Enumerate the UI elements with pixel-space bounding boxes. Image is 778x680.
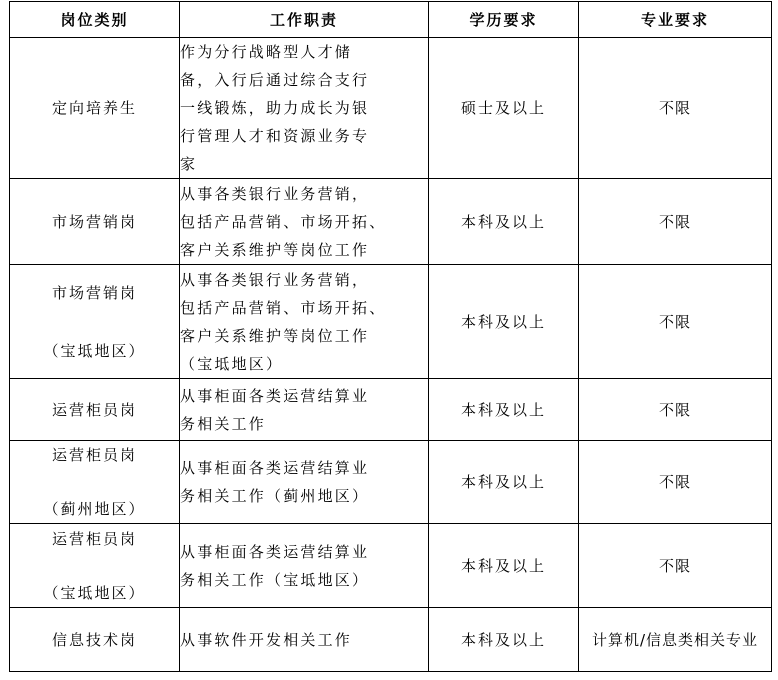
table-row — [10, 38, 772, 179]
duties-line: 从事柜面各类运营结算业 — [180, 459, 370, 477]
category-cell — [10, 441, 180, 524]
major-cell: 计算机/信息类相关专业 — [579, 608, 772, 672]
major-cell: 不限 — [579, 524, 772, 608]
header-duties: 工作职责 — [180, 2, 429, 38]
table-row — [10, 265, 772, 379]
recruitment-table — [9, 1, 772, 672]
education-cell: 本科及以上 — [429, 379, 579, 441]
table-header-row — [10, 2, 772, 38]
category-cell — [10, 38, 180, 179]
major-cell: 不限 — [579, 179, 772, 265]
duties-line: 务相关工作（宝坻地区） — [180, 570, 370, 589]
table-row — [10, 379, 772, 441]
category-region: （宝坻地区） — [43, 583, 146, 602]
duties-line: 客户关系维护等岗位工作 — [180, 326, 370, 345]
header-education: 学历要求 — [429, 2, 579, 38]
category-region: （宝坻地区） — [43, 341, 146, 360]
category-text: 运营柜员岗 — [51, 529, 137, 548]
table-row — [10, 441, 772, 524]
category-text: 市场营销岗 — [51, 283, 137, 302]
category-text: 运营柜员岗 — [51, 446, 137, 464]
category-cell — [10, 608, 180, 672]
duties-line: 包括产品营销、市场开拓、 — [180, 298, 387, 317]
duties-cell — [180, 265, 429, 379]
category-cell — [10, 265, 180, 379]
category-cell — [10, 179, 180, 265]
category-stack — [10, 525, 179, 607]
duties-line: （宝坻地区） — [180, 354, 284, 373]
duties-line: 从事柜面各类运营结算业 — [180, 386, 370, 405]
category-cell — [10, 379, 180, 441]
duties-cell — [180, 379, 429, 441]
education-cell: 本科及以上 — [429, 524, 579, 608]
duties-line: 务相关工作（蓟州地区） — [180, 487, 370, 505]
duties-line: 行管理人才和资源业务专 — [180, 127, 370, 145]
table-row — [10, 524, 772, 608]
duties-cell — [180, 179, 429, 265]
duties-cell — [180, 608, 429, 672]
education-cell: 本科及以上 — [429, 608, 579, 672]
duties-cell — [180, 38, 429, 179]
category-text: 定向培养生 — [51, 99, 137, 117]
duties-line: 作为分行战略型人才储 — [180, 43, 353, 61]
duties-line: 从事各类银行业务营销， — [180, 270, 370, 289]
education-cell: 硕士及以上 — [429, 38, 579, 179]
duties-line: 备，入行后通过综合支行 — [180, 71, 370, 89]
category-stack — [10, 441, 179, 523]
education-cell: 本科及以上 — [429, 265, 579, 379]
duties-line: 从事软件开发相关工作 — [180, 630, 353, 649]
duties-line: 家 — [180, 155, 198, 173]
duties-line: 一线锻炼，助力成长为银 — [180, 99, 370, 117]
category-text: 运营柜员岗 — [51, 400, 137, 419]
education-cell: 本科及以上 — [429, 441, 579, 524]
table-row — [10, 179, 772, 265]
header-category: 岗位类别 — [10, 2, 180, 38]
category-cell — [10, 524, 180, 608]
category-region: （蓟州地区） — [43, 500, 146, 518]
duties-cell — [180, 441, 429, 524]
major-cell: 不限 — [579, 38, 772, 179]
duties-cell — [180, 524, 429, 608]
major-cell: 不限 — [579, 265, 772, 379]
duties-line: 从事各类银行业务营销， — [180, 184, 370, 203]
education-cell: 本科及以上 — [429, 179, 579, 265]
duties-line: 务相关工作 — [180, 414, 267, 433]
category-text: 市场营销岗 — [51, 212, 137, 231]
duties-line: 客户关系维护等岗位工作 — [180, 240, 370, 259]
duties-line: 包括产品营销、市场开拓、 — [180, 212, 387, 231]
header-major: 专业要求 — [579, 2, 772, 38]
major-cell: 不限 — [579, 441, 772, 524]
major-cell: 不限 — [579, 379, 772, 441]
duties-line: 从事柜面各类运营结算业 — [180, 542, 370, 561]
table-row — [10, 608, 772, 672]
category-stack — [10, 279, 179, 365]
category-text: 信息技术岗 — [51, 630, 137, 649]
